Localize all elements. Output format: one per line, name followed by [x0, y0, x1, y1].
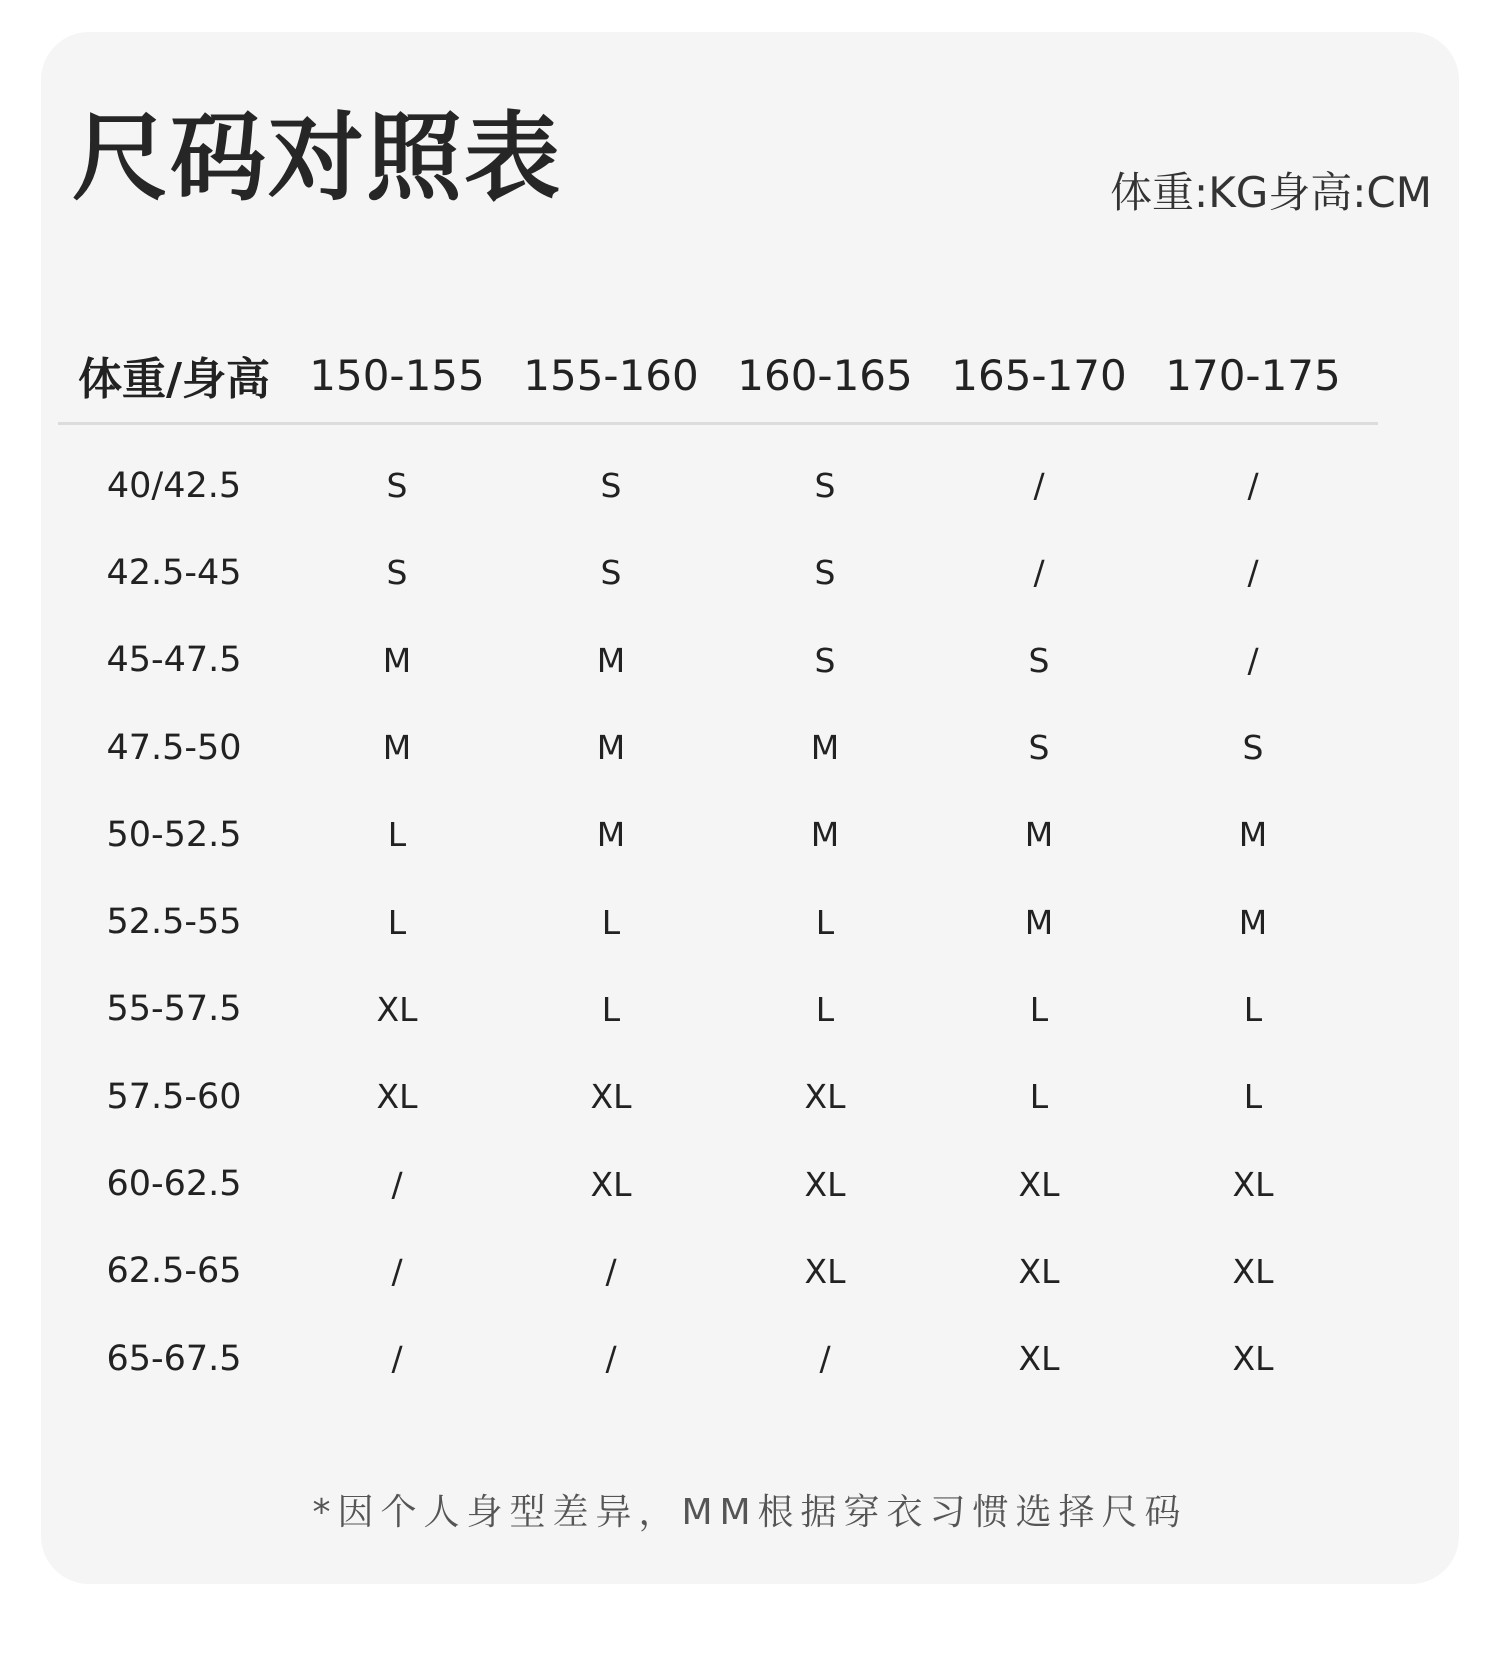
table-row	[58, 529, 1378, 616]
corner-header: 体重/身高	[77, 354, 271, 405]
size-cell: /	[605, 1339, 617, 1379]
table-row	[58, 442, 1378, 529]
size-cell: /	[1033, 466, 1045, 506]
table-row	[58, 878, 1378, 965]
size-cell: /	[1033, 553, 1045, 593]
size-cell: XL	[804, 1251, 846, 1291]
column-header: 170-175	[1165, 350, 1341, 400]
size-cell: S	[1242, 728, 1264, 768]
size-cell: L	[387, 815, 407, 855]
size-cell: /	[605, 1251, 617, 1291]
table-header	[58, 340, 1378, 410]
size-cell: XL	[1232, 1164, 1274, 1204]
table-row	[58, 1140, 1378, 1227]
size-cell: M	[1024, 815, 1054, 855]
size-cell: M	[1238, 815, 1268, 855]
size-cell: XL	[1018, 1339, 1060, 1379]
size-cell: L	[387, 902, 407, 942]
size-cell: XL	[1018, 1164, 1060, 1204]
table-row	[58, 791, 1378, 878]
size-cell: L	[601, 902, 621, 942]
weight-cell: 40/42.5	[106, 465, 242, 506]
size-cell: L	[815, 902, 835, 942]
size-cell: M	[1024, 902, 1054, 942]
table-row	[58, 617, 1378, 704]
size-cell: /	[819, 1339, 831, 1379]
size-cell: M	[810, 815, 840, 855]
units-label: 体重:KG身高:CM	[1110, 168, 1432, 217]
header-divider	[58, 422, 1378, 425]
table-row	[58, 1315, 1378, 1402]
weight-cell: 45-47.5	[106, 640, 242, 681]
weight-cell: 65-67.5	[106, 1338, 242, 1379]
size-cell: XL	[1018, 1251, 1060, 1291]
size-cell: XL	[804, 1077, 846, 1117]
size-cell: M	[596, 728, 626, 768]
size-cell: XL	[376, 989, 418, 1029]
weight-cell: 62.5-65	[106, 1251, 242, 1292]
size-cell: S	[386, 466, 408, 506]
column-header: 160-165	[737, 350, 913, 400]
weight-cell: 47.5-50	[106, 727, 242, 768]
column-header: 165-170	[951, 350, 1127, 400]
size-cell: /	[1247, 466, 1259, 506]
size-cell: /	[1247, 553, 1259, 593]
size-cell: /	[391, 1251, 403, 1291]
size-cell: M	[596, 640, 626, 680]
footnote: *因个人身型差异，MM根据穿衣习惯选择尺码	[312, 1492, 1188, 1533]
size-cell: M	[596, 815, 626, 855]
weight-cell: 50-52.5	[106, 814, 242, 855]
table-row	[58, 966, 1378, 1053]
size-cell: S	[814, 640, 836, 680]
size-cell: L	[601, 989, 621, 1029]
page-title: 尺码对照表	[72, 102, 562, 214]
size-cell: S	[1028, 640, 1050, 680]
weight-cell: 60-62.5	[106, 1164, 242, 1205]
size-cell: /	[1247, 640, 1259, 680]
size-cell: S	[814, 466, 836, 506]
table-row	[58, 1053, 1378, 1140]
size-cell: XL	[1232, 1339, 1274, 1379]
size-cell: L	[815, 989, 835, 1029]
size-cell: L	[1243, 989, 1263, 1029]
weight-cell: 57.5-60	[106, 1076, 242, 1117]
size-cell: M	[382, 728, 412, 768]
size-cell: M	[1238, 902, 1268, 942]
size-cell: XL	[590, 1164, 632, 1204]
size-cell: S	[600, 466, 622, 506]
table-row	[58, 1228, 1378, 1315]
size-cell: /	[391, 1164, 403, 1204]
size-cell: XL	[376, 1077, 418, 1117]
column-header: 150-155	[309, 350, 485, 400]
size-cell: S	[386, 553, 408, 593]
size-cell: XL	[590, 1077, 632, 1117]
size-cell: L	[1243, 1077, 1263, 1117]
size-cell: L	[1029, 989, 1049, 1029]
weight-cell: 55-57.5	[106, 989, 242, 1030]
size-cell: M	[810, 728, 840, 768]
size-cell: L	[1029, 1077, 1049, 1117]
size-cell: S	[814, 553, 836, 593]
weight-cell: 52.5-55	[106, 902, 242, 943]
size-cell: XL	[804, 1164, 846, 1204]
size-cell: XL	[1232, 1251, 1274, 1291]
size-cell: S	[600, 553, 622, 593]
size-table-body	[58, 442, 1378, 1402]
size-cell: S	[1028, 728, 1050, 768]
table-row	[58, 704, 1378, 791]
size-cell: /	[391, 1339, 403, 1379]
column-header: 155-160	[523, 350, 699, 400]
size-cell: M	[382, 640, 412, 680]
weight-cell: 42.5-45	[106, 552, 242, 593]
